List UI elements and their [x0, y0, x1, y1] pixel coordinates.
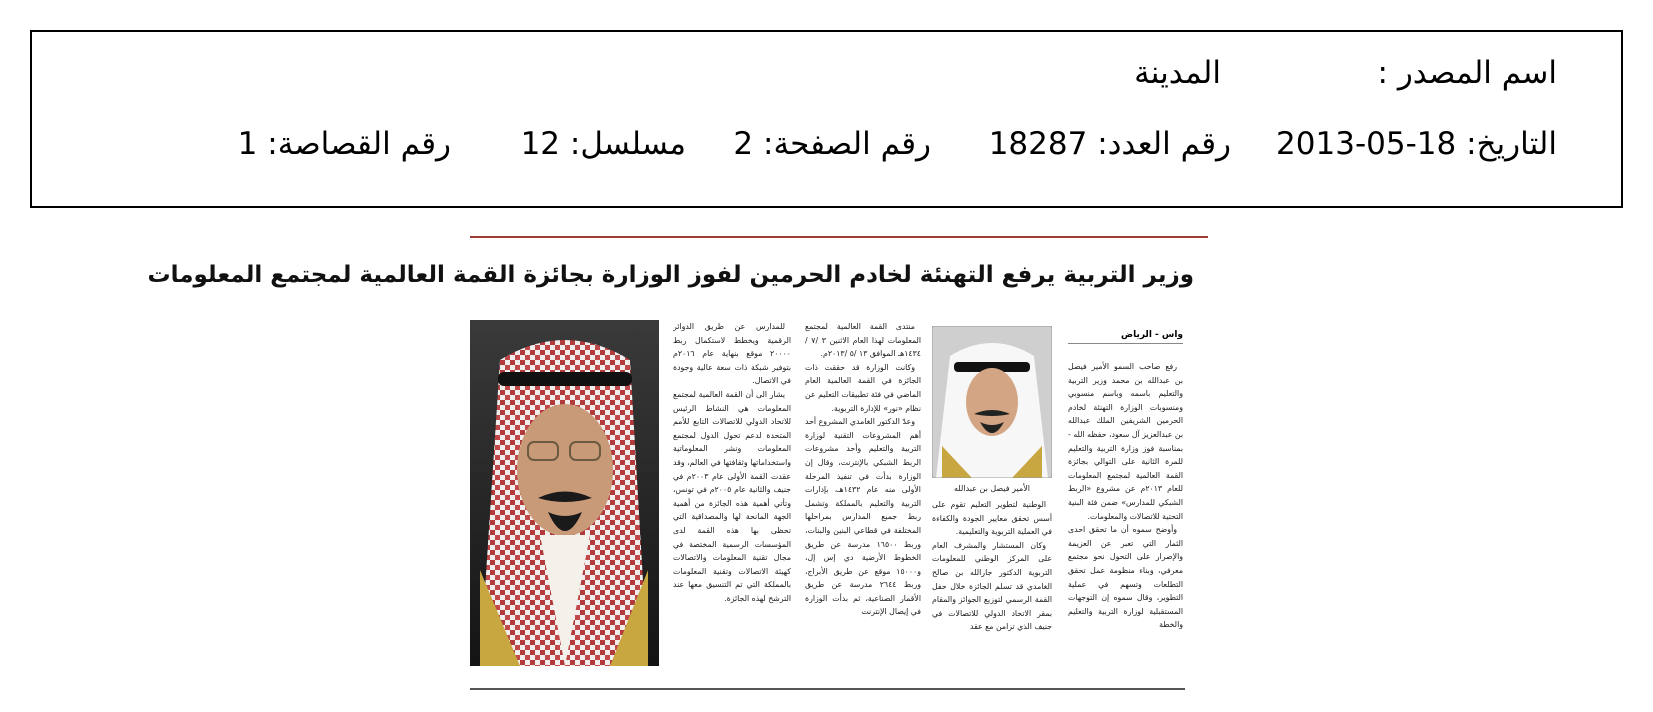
- clip-value: 1: [237, 126, 258, 162]
- minister-photo: [932, 326, 1052, 478]
- serial-value: 12: [520, 126, 561, 162]
- king-photo: [470, 320, 659, 666]
- page-label: رقم الصفحة:: [763, 126, 931, 162]
- article-paragraph: وعدّ الدكتور الغامدي المشروع أحد أهم المشروعات التقنية لوزارة التربية والتعليم وأحد مشروعات الربط الشبكي بالإنترنت، وقال إن الوزارة بدأت في تنفيذ المرحلة الأولى منه عام ١٤٣٢هـ، بإدارات التربية والتعليم بالمملكة وتشمل ربط جميع المدارس بمراحلها المختلفة في قطاعي البنين والبنات، وربط ١٦٥٠٠ مدرسة عن طريق الخطوط الأرضية دي إس إل، و١٥٠٠٠ موقع عن طريق الأبراج، وربط ٢٦٤٤ مدرسة عن طريق الأقمار الصناعية، ثم بدأت الوزارة في إيصال الإنترنت: [805, 417, 921, 617]
- article-paragraph: يشار الى أن القمة العالمية لمجتمع المعلومات هي النشاط الرئيس للاتحاد الدولي للاتصالات التابع للأمم المتحدة لدعم تحول الدول لمجتمع المعلومات ونشر المعلوماتية واستخداماتها وثقافتها في العالم، وقد عقدت القمة الأولى عام ٢٠٠٣م في جنيف والثانية عام ٢٠٠٥م في تونس، وتأتي أهمية هذه الجائزة من أهمية الجهة المانحة لها والمصداقية التي تحظى بها هذه القمة لدى المؤسسات الرسمية المختصة في مجال تقنية المعلومات والاتصالات كهيئة الاتصالات وتقنية المعلومات بالمملكة التي تم التنسيق معها عند الترشح لهذه الجائزة.: [673, 389, 791, 603]
- clip-label: رقم القصاصة:: [267, 126, 451, 162]
- article-paragraph: وأوضح سموه أن ما تحقق احدى الثمار التي تعبر عن العزيمة والإصرار على التحول نحو مجتمع معرفي، وبناء منظومة عمل تحقق التطلعات وتسهم في عملية التطوير، وقال سموه إن التوجهات المستقبلية لوزارة التربية والتعليم والخطة: [1068, 525, 1183, 630]
- date-label: التاريخ:: [1466, 126, 1557, 162]
- metadata-box: [30, 30, 1623, 208]
- article-paragraph: الوطنية لتطوير التعليم تقوم على أسس تحقق معايير الجودة والكفاءة في العملية التربوية والتعليمية.: [932, 500, 1052, 537]
- article-paragraph: رفع صاحب السمو الأمير فيصل بن عبدالله بن محمد وزير التربية والتعليم باسمه وباسم منسوبي ومنسوبات الوزارة التهنئة لخادم الحرمين الشريفين الملك عبدالله بن عبدالعزيز آل سعود، حفظه الله - بمناسبة فوز وزارة التربية والتعليم للمرة الثانية على التوالي بجائزة القمة العالمية لمجتمع المعلومات للعام ٢٠١٣م عن مشروع «الربط الشبكي للمدارس» ضمن فئة البنية التحتية للاتصالات والمعلومات.: [1068, 362, 1183, 521]
- article-column-4: [673, 320, 791, 670]
- serial-field: [520, 126, 686, 162]
- article-paragraph: للمدارس عن طريق الدوائر الرقمية ويخطط لاستكمال ربط ٢٠٠٠٠ موقع بنهاية عام ٢٠١٦م بتوفير شبكة ذات سعة عالية وجودة في الاتصال.: [673, 322, 791, 386]
- date-value: 2013-05-18: [1276, 126, 1457, 162]
- clip-field: [237, 126, 451, 162]
- article-column-1: [1068, 360, 1183, 690]
- article-dateline: واس - الرياض: [1068, 330, 1183, 344]
- article-headline: وزير التربية يرفع التهنئة لخادم الحرمين لفوز الوزارة بجائزة القمة العالمية لمجتمع المعلومات: [147, 262, 1194, 288]
- article-column-2: [932, 498, 1052, 690]
- issue-label: رقم العدد:: [1097, 126, 1231, 162]
- top-rule: [470, 236, 1208, 238]
- issue-value: 18287: [988, 126, 1088, 162]
- source-value: المدينة: [1134, 55, 1221, 91]
- issue-field: [988, 126, 1231, 162]
- article-paragraph: وكان المستشار والمشرف العام على المركز الوطني للمعلومات التربوية الدكتور جارالله بن صالح الغامدي قد تسلم الجائزة خلال حفل القمة الرسمي لتوزيع الجوائز والمقام بمقر الاتحاد الدولي للاتصالات في جنيف الذي تزامن مع عقد: [932, 540, 1052, 632]
- source-label: اسم المصدر :: [1377, 55, 1557, 91]
- newspaper-clipping: [147, 236, 1208, 698]
- minister-photo-caption: الأمير فيصل بن عبدالله: [953, 484, 1031, 493]
- date-field: [1276, 126, 1557, 162]
- serial-label: مسلسل:: [569, 126, 686, 162]
- page-field: [733, 126, 931, 162]
- article-paragraph: منتدى القمة العالمية لمجتمع المعلومات لهذا العام الاثنين ٣ /٧ /١٤٣٤هـ الموافق ١٣ /٥ /٢٠١٣م.: [805, 322, 921, 359]
- article-column-3: [805, 320, 921, 690]
- article-paragraph: وكانت الوزارة قد حققت ذات الجائزة في القمة العالمية العام الماضي في فئة تطبيقات التعليم عن نظام «نور» للإدارة التربوية.: [805, 362, 921, 413]
- page-value: 2: [733, 126, 754, 162]
- bottom-rule: [470, 688, 1185, 690]
